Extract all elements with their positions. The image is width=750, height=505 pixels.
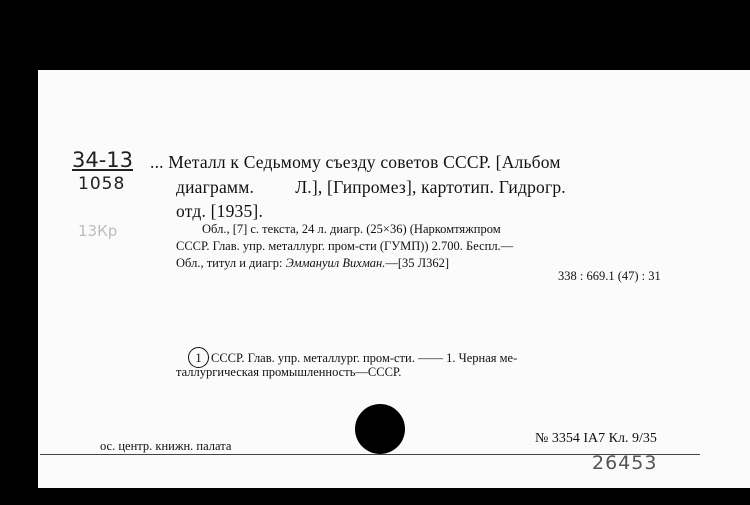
call-number-bottom: 1058: [78, 174, 126, 194]
tracing-text: СССР. Глав. упр. металлург. пром-сти. —— 1. Черная ме-: [211, 351, 518, 365]
ink-blot: [355, 404, 405, 454]
footer-publisher: ос. центр. книжн. палата: [100, 439, 232, 453]
description-tail: —[35 Л362]: [385, 256, 450, 270]
illustrator-name: Эммануил Вихман.: [285, 256, 386, 270]
handwritten-number: 26453: [592, 452, 658, 474]
description-note: Обл., титул и диагр:: [176, 256, 286, 270]
title-line-2: диаграмм. Л.], [Гипромез], картотип. Гидрогр.: [176, 177, 566, 197]
description-line-2: СССР. Глав. упр. металлург. пром-сти (ГУМП)) 2.700. Беспл.—: [176, 239, 514, 253]
description-line-3: [176, 257, 449, 270]
footer-record-number: № 3354 IA7 Кл. 9/35: [535, 431, 657, 446]
classification-code: 338 : 669.1 (47) : 31: [558, 269, 661, 283]
description-line-1: Обл., [7] с. текста, 24 л. диагр. (25×36) (Наркомтяжпром: [202, 222, 501, 236]
call-number-top: 34-13: [72, 148, 134, 172]
title-line-1: ... Металл к Седьмому съезду советов СССР. [Альбом: [150, 152, 561, 172]
title-line-3: отд. [1935].: [176, 201, 264, 221]
tracing-number: 1: [188, 347, 209, 368]
faint-mark: 13Кр: [78, 222, 118, 240]
tracing-line-2: таллургическая промышленность—СССР.: [176, 365, 402, 379]
